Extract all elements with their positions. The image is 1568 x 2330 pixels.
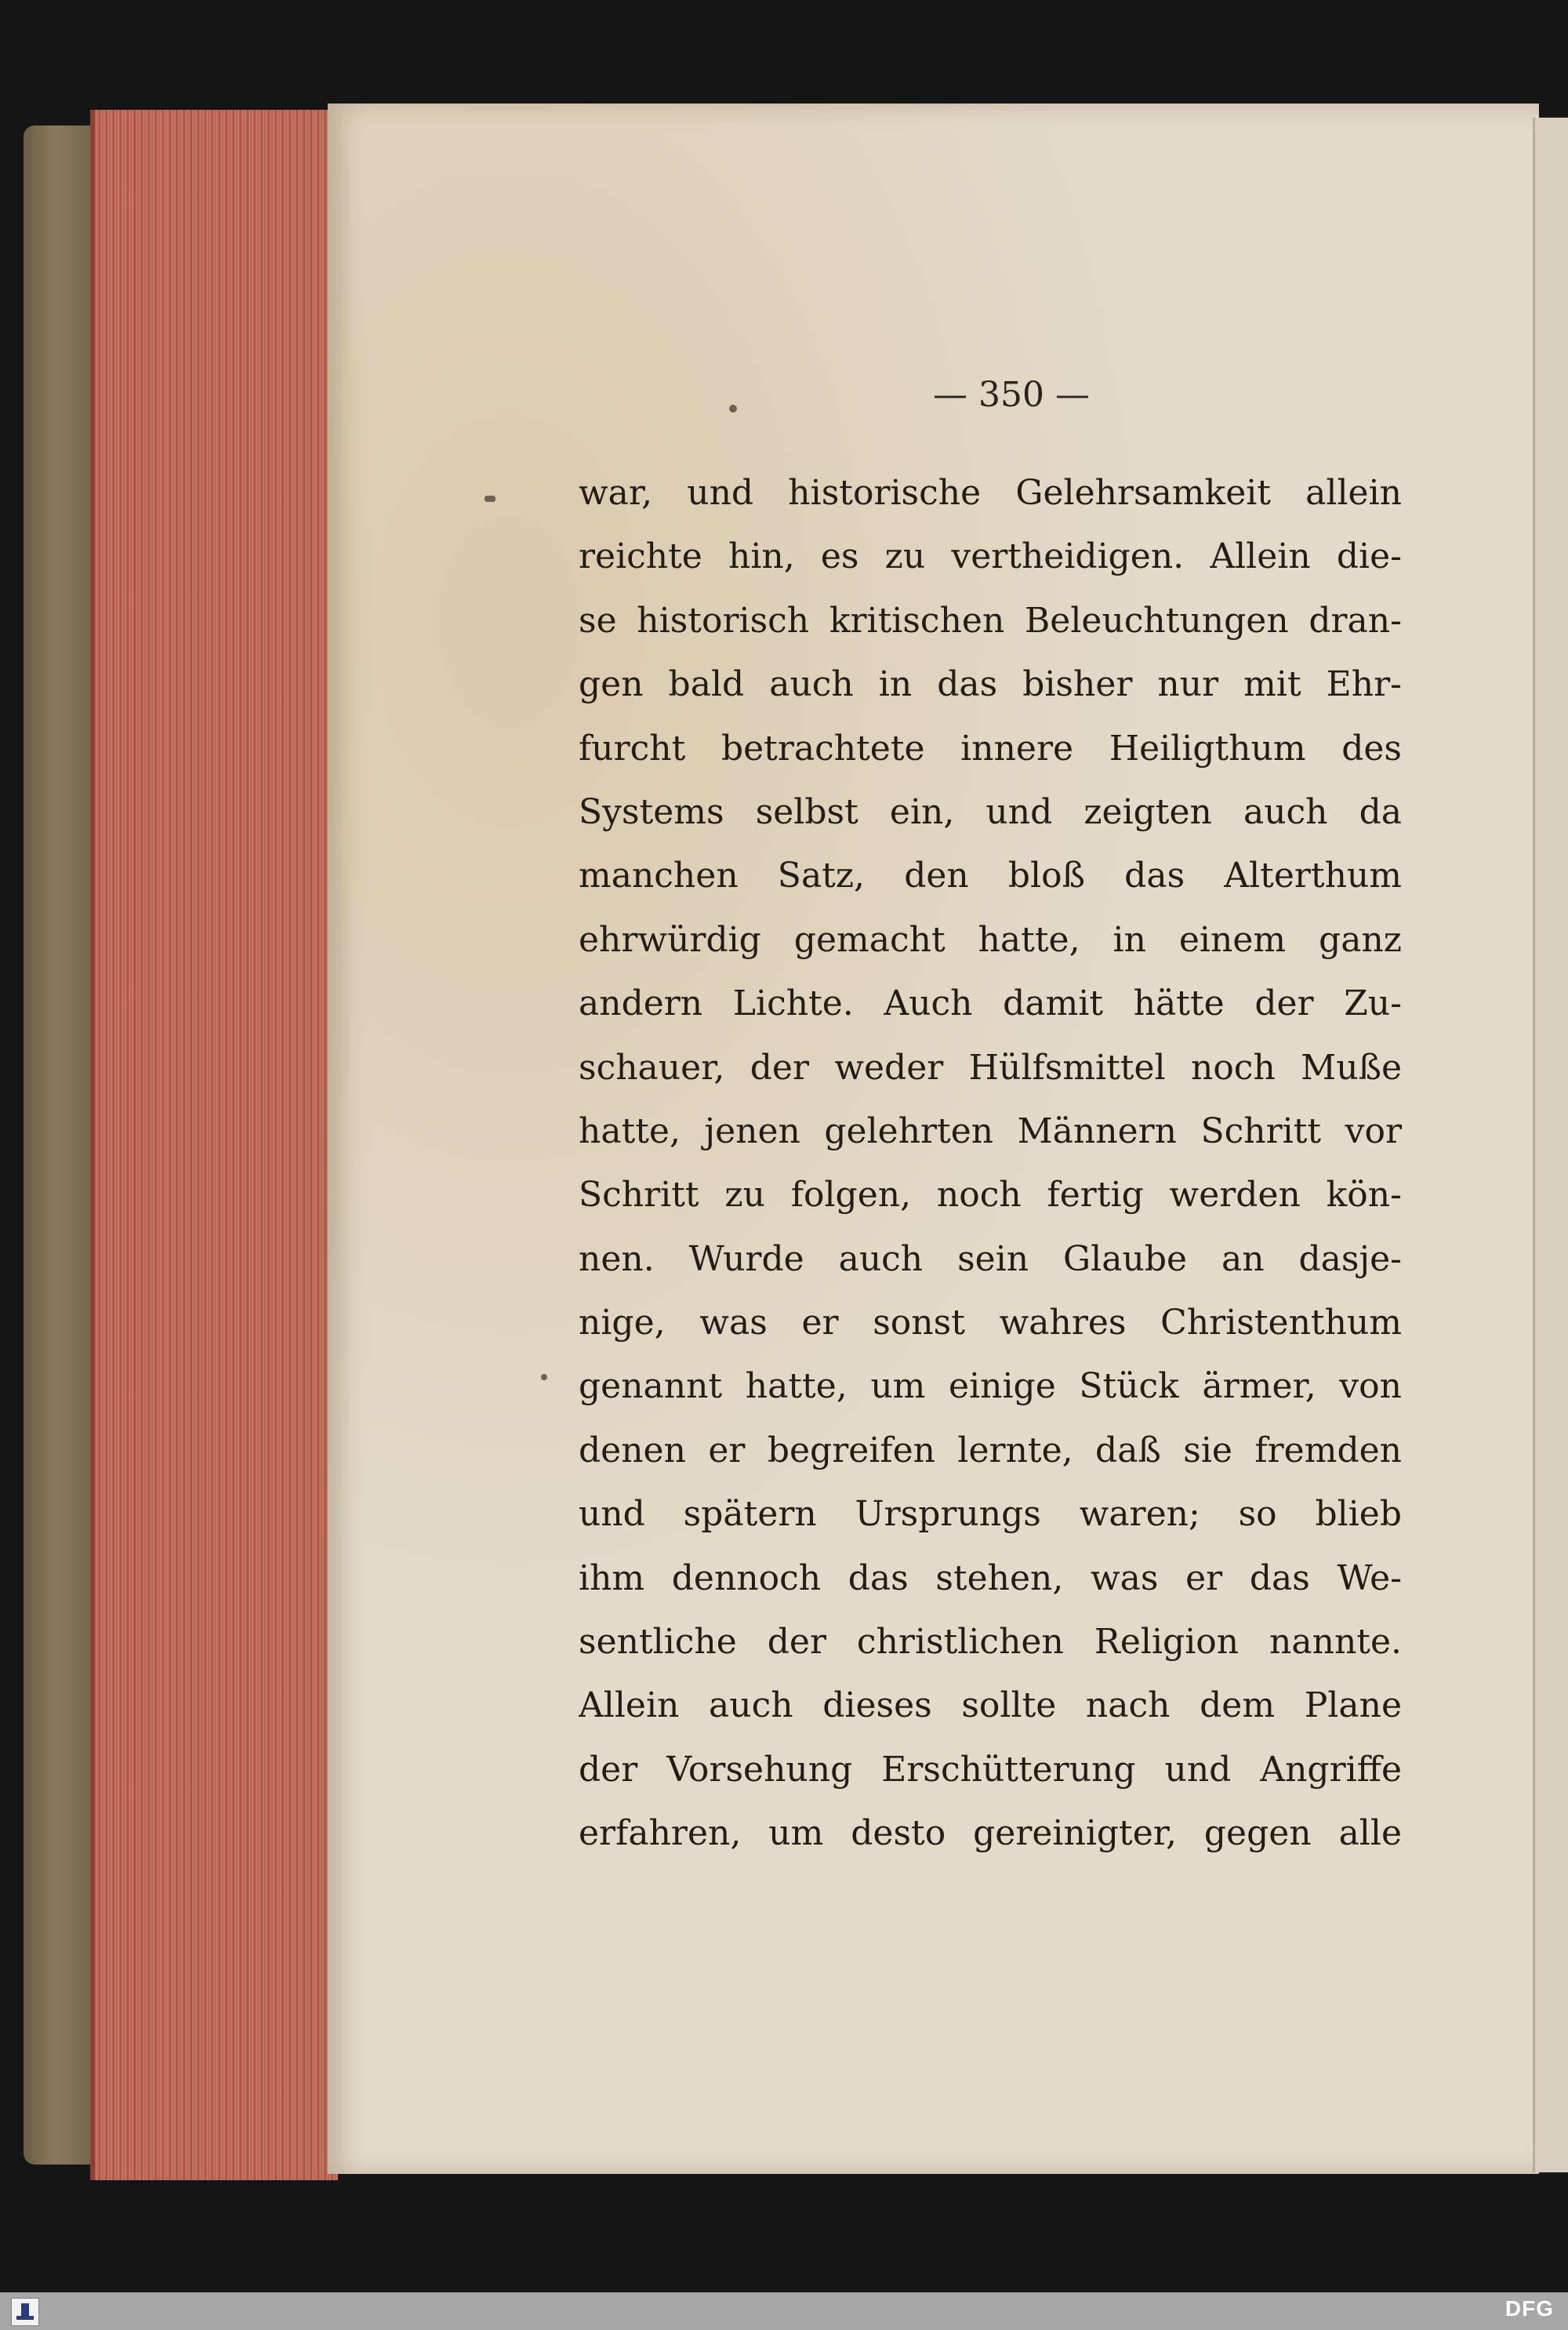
ink-speck xyxy=(541,1374,547,1380)
text-line: Systems selbst ein, und zeigten auch da xyxy=(579,791,1402,832)
text-line: andern Lichte. Auch damit hätte der Zu- xyxy=(579,983,1402,1024)
logo-base-shape xyxy=(16,2316,34,2320)
text-line: genannt hatte, um einige Stück ärmer, von xyxy=(579,1366,1402,1407)
page-edges xyxy=(90,110,338,2180)
dfg-watermark: DFG xyxy=(1504,2296,1554,2321)
text-line: ihm dennoch das stehen, was er das We- xyxy=(579,1558,1402,1598)
text-line: nen. Wurde auch sein Glaube an dasje- xyxy=(579,1238,1402,1279)
text-line: manchen Satz, den bloß das Alterthum xyxy=(579,856,1402,896)
text-line: denen er begreifen lernte, daß sie fremden xyxy=(579,1430,1402,1470)
text-line: der Vorsehung Erschütterung und Angriffe xyxy=(579,1749,1402,1790)
viewer-footer-bar xyxy=(0,2292,1568,2330)
text-line: Schritt zu folgen, noch fertig werden kön- xyxy=(579,1175,1402,1216)
next-page-leaf xyxy=(1533,118,1568,2172)
page-number: — 350 — xyxy=(933,375,1090,415)
text-line: gen bald auch in das bisher nur mit Ehr- xyxy=(579,664,1402,705)
text-line: ehrwürdig gemacht hatte, in einem ganz xyxy=(579,919,1402,960)
text-line: furcht betrachtete innere Heiligthum des xyxy=(579,728,1402,769)
ink-speck xyxy=(485,496,495,502)
text-line: war, und historische Gelehrsamkeit allein xyxy=(579,473,1402,513)
logo-tower-shape xyxy=(21,2303,29,2316)
text-line: se historisch kritischen Beleuchtungen dran- xyxy=(579,600,1402,641)
ink-speck xyxy=(729,405,737,413)
text-line: hatte, jenen gelehrten Männern Schritt vor xyxy=(579,1110,1402,1151)
text-line: erfahren, um desto gereinigter, gegen alle xyxy=(579,1813,1402,1854)
page-text-block xyxy=(579,461,1402,1866)
text-line: schauer, der weder Hülfsmittel noch Muße xyxy=(579,1047,1402,1088)
library-tower-icon xyxy=(11,2298,39,2326)
text-line: Allein auch dieses sollte nach dem Plane xyxy=(579,1685,1402,1726)
text-line: und spätern Ursprungs waren; so blieb xyxy=(579,1494,1402,1535)
text-line: reichte hin, es zu vertheidigen. Allein die- xyxy=(579,536,1402,577)
text-line: sentliche der christlichen Religion nannte. xyxy=(579,1622,1402,1663)
text-line: nige, was er sonst wahres Christenthum xyxy=(579,1303,1402,1343)
